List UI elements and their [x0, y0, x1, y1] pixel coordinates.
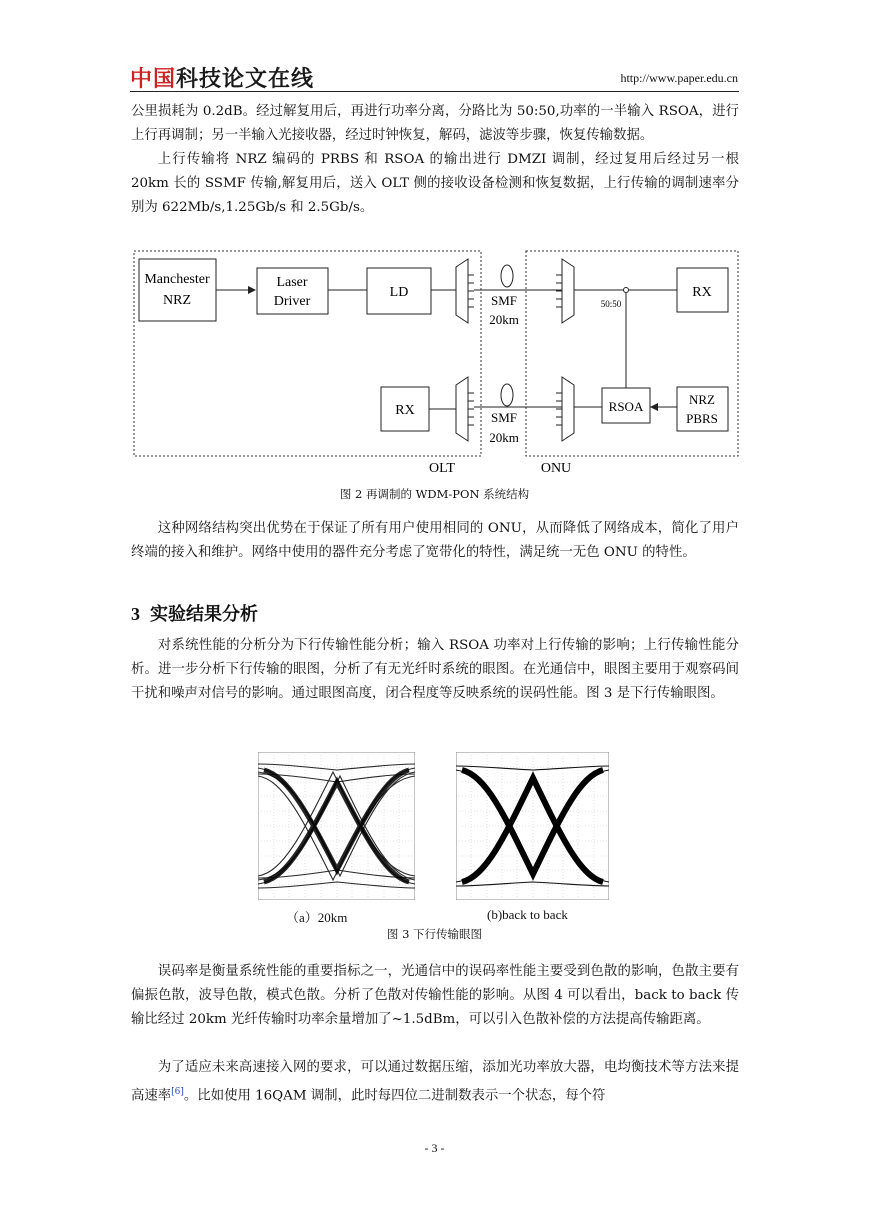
section-title: 实验结果分析 [150, 604, 258, 625]
smf-label-top: SMF [490, 293, 518, 308]
paragraph-5: 误码率是衡量系统性能的重要指标之一，光通信中的误码率性能主要受到色散的影响，色散主要有偏振色散，波导色散，模式色散。分析了色散对传输性能的影响。从图 4 可以看出，back to back 传输比经过 20km 光纤传输时功率余量增加了~1.5dBm，可以引入色散补偿的方法提高传输距离。 [131, 964, 739, 1027]
manchester-label: Manchester [144, 272, 210, 287]
smf-label-bottom: SMF [490, 410, 518, 425]
olt-mux-top [456, 259, 474, 323]
paragraph-6-tail: 。比如使用 16QAM 调制，此时每四位二进制数表示一个状态，每个符 [183, 1088, 606, 1104]
header-url[interactable]: http://www.paper.edu.cn [620, 71, 738, 85]
rsoa-label: RSOA [608, 399, 644, 414]
paragraph-6-main: 为了适应未来高速接入网的要求，可以通过数据压缩，添加光功率放大器，电均衡技术等方法来提高速率 [131, 1060, 739, 1104]
paragraph-2: 上行传输将 NRZ 编码的 PRBS 和 RSOA 的输出进行 DMZI 调制，经过复用后经过另一根 20km 长的 SSMF 传输,解复用后，送入 OLT 侧的接收设备检测和恢复数据，上行传输的调制速率分别为 622Mb/s,1.25Gb/s 和 2.5Gb/s。 [131, 152, 739, 215]
rx-onu-label: RX [692, 285, 712, 300]
eye-label-b: (b)back to back [487, 907, 568, 922]
eye-label-a: （a）20km [286, 910, 348, 925]
driver-label: Driver [273, 294, 311, 309]
onu-demux-bottom [556, 377, 574, 441]
paragraph-3: 这种网络结构突出优势在于保证了所有用户使用相同的 ONU，从而降低了网络成本，简化了用户终端的接入和维护。网络中使用的器件充分考虑了宽带化的特性，满足统一无色 ONU 的特性。 [131, 521, 739, 560]
section-heading [131, 600, 258, 626]
olt-label: OLT [429, 461, 455, 476]
page-number: - 3 - [424, 1141, 445, 1155]
nrz-label: NRZ [163, 293, 191, 308]
paragraph-1: 公里损耗为 0.2dB。经过解复用后，再进行功率分离，分路比为 50:50,功率的一半输入 RSOA，进行上行再调制；另一半输入光接收器，经过时钟恢复，解码，滤波等步骤，恢复传输数据。 [131, 104, 739, 143]
figure2-caption: 图 2 再调制的 WDM-PON 系统结构 [339, 487, 530, 501]
splitter-label: 50:50 [600, 299, 622, 309]
pbrs-label: PBRS [686, 411, 718, 426]
eye-diagram-back-to-back [456, 752, 609, 900]
citation-link[interactable]: [6] [171, 1087, 184, 1097]
figure2-diagram [126, 243, 746, 483]
logo-red-text: 中国 [130, 67, 177, 92]
header-rule [130, 91, 739, 92]
nrz-label-onu: NRZ [689, 392, 715, 407]
arrow-right-icon [248, 286, 256, 294]
rx-olt-label: RX [395, 403, 415, 418]
onu-label: ONU [540, 461, 572, 476]
fiber-coil-icon [501, 384, 513, 406]
arrow-left-icon [650, 403, 658, 411]
figure3-caption: 图 3 下行传输眼图 [386, 927, 483, 941]
laser-label: Laser [276, 275, 308, 290]
manchester-nrz-box [139, 259, 216, 321]
onu-demux-top [556, 259, 574, 323]
fiber-coil-icon [501, 265, 513, 287]
logo-black-text: 科技论文在线 [176, 67, 315, 92]
splitter-node [624, 288, 629, 293]
ld-label: LD [389, 285, 409, 300]
km-label-top: 20km [489, 312, 519, 327]
km-label-bottom: 20km [489, 430, 519, 445]
olt-mux-bottom [456, 377, 474, 441]
eye-diagram-20km [258, 752, 415, 900]
paragraph-6 [131, 1056, 739, 1108]
section-number: 3 [131, 604, 140, 624]
paragraph-4: 对系统性能的分析分为下行传输性能分析；输入 RSOA 功率对上行传输的影响；上行传输性能分析。进一步分析下行传输的眼图，分析了有无光纤时系统的眼图。在光通信中，眼图主要用于观察码间干扰和噪声对信号的影响。通过眼图高度，闭合程度等反映系统的误码性能。图 3 是下行传输眼图。 [131, 638, 739, 701]
journal-logo [130, 62, 314, 93]
